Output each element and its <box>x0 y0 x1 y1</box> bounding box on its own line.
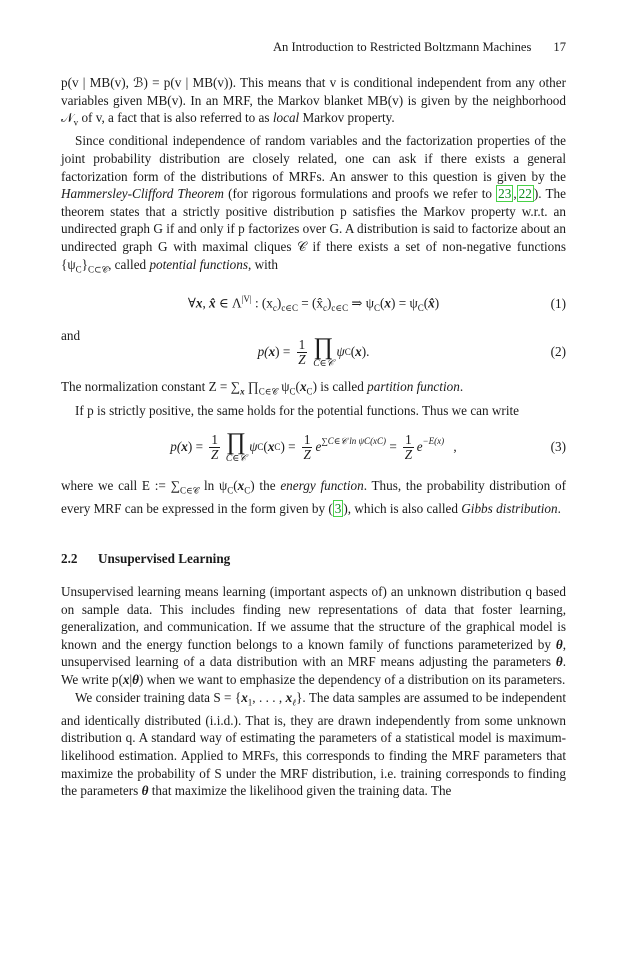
math-span: x <box>181 439 188 455</box>
fraction <box>297 338 308 367</box>
math-span: e <box>315 439 322 455</box>
math-span: e <box>416 439 423 455</box>
math-span: ∀ <box>187 295 196 311</box>
math-span: , <box>202 295 210 311</box>
text-span: x <box>122 672 130 688</box>
math-sub: c <box>323 302 328 313</box>
fraction-numerator: 1 <box>298 336 306 352</box>
text-span: , unsupervised learning of a data distribution with an MRF means adjusting the parameters <box>61 636 566 670</box>
text-sub: 1 <box>247 697 253 708</box>
header-title: An Introduction to Restricted Boltzmann Machines <box>272 40 532 54</box>
text-span: }. The data samples are assumed to be independent and identically distributed (i.i.d.). That is, they are drawn independently from some unknown distribution q. A standard way of estimating the parameters of a statistical model is maximum-likelihood estimation. Applied to MRFs, this corresponds to finding the MRF parameters that maximize the probability of S under the MRF distribution, i.e. training corresponds to finding the parameters <box>61 689 566 799</box>
fraction-numerator: 1 <box>303 431 311 447</box>
product-symbol: ∏ <box>226 428 246 455</box>
text-span: x <box>241 689 248 705</box>
text-span: ) the <box>250 478 281 494</box>
text-span: ψ <box>277 379 290 395</box>
text-span: , called <box>108 256 150 272</box>
text-span: ). The theorem states that a strictly positive distribution p satisfies the Markov property w.r.t. an undirected graph G if and only if p factorizes over G. A distribution is said to factorize about an undirected graph G with maximal cliques 𝒞 if there exists a set of non-negative functions {ψ <box>61 186 567 272</box>
fraction-denominator: Z <box>210 446 219 462</box>
equation-1-body <box>188 294 439 314</box>
paragraph-markov-blanket <box>61 74 566 132</box>
text-sub: C∈𝒞 <box>258 387 278 398</box>
text-sub: C <box>244 485 251 496</box>
text-span: (for rigorous formulations and proofs we refer to <box>223 186 497 202</box>
text-span: ) is called <box>312 379 368 395</box>
text-span: , with <box>247 256 279 272</box>
text-sub: v <box>73 117 79 128</box>
equation-3 <box>61 423 566 471</box>
math-span: ) = <box>187 439 207 455</box>
math-span: x <box>267 439 275 455</box>
text-span: We consider training data S = { <box>75 689 242 705</box>
equation-number-3: (3) <box>550 439 566 455</box>
text-span: ( <box>295 379 300 395</box>
math-span: x <box>268 344 276 360</box>
text-span: of v, a fact that is also referred to as <box>78 110 273 126</box>
math-sub: c <box>272 302 277 313</box>
text-emph: Gibbs distribution <box>461 501 558 517</box>
text-emph: potential functions <box>149 256 248 272</box>
text-sub: ℓ <box>292 697 297 708</box>
text-span: Since conditional independence of random variables and the factorization properties of the joint probability distribution are closely related, one can ask if there exists a general factorization form of the distributions of MRFs. An answer to this question is given by the <box>61 133 566 184</box>
product-operator <box>226 430 246 465</box>
text-span: x <box>237 478 245 494</box>
text-span: | <box>129 672 133 688</box>
equation-ref-link-3[interactable]: 3 <box>334 501 342 517</box>
text-emph: partition function <box>367 379 460 395</box>
product-subscript: C∈𝒞 <box>313 358 334 369</box>
math-sub: c∈C <box>281 302 298 313</box>
page-number: 17 <box>553 40 566 54</box>
equation-3-body <box>170 430 456 465</box>
fraction <box>302 433 313 462</box>
math-span: ψ <box>336 344 345 360</box>
math-span: : (x <box>251 295 273 311</box>
equation-2 <box>61 334 566 370</box>
fraction-numerator: 1 <box>211 431 218 447</box>
math-span: x̂ <box>428 295 435 311</box>
math-span: ( <box>380 295 385 311</box>
math-span: ( <box>423 295 429 311</box>
theta-symbol: θ <box>141 783 149 799</box>
text-span: ) when we want to emphasize the dependency of a distribution on its parameters. <box>139 672 566 688</box>
theta-symbol: θ <box>555 636 563 652</box>
math-span: = (x̂ <box>297 295 324 311</box>
text-span: ln ψ <box>199 478 228 494</box>
text-span: ), which is also called <box>343 501 462 517</box>
math-span: ) <box>276 295 282 311</box>
running-head <box>61 37 566 57</box>
text-span: p(v | MB(v), ℬ) = p(v | MB(v)). This means that v is conditional independent from any other variables given MB(v). In an MRF, the Markov blanket MB(v) is given by the neighborhood 𝒩 <box>61 75 566 126</box>
math-sup: ∑C∈𝒞 ln ψC(xC) <box>321 435 387 446</box>
text-span: x <box>285 689 293 705</box>
paragraph-training-data <box>61 689 566 800</box>
math-sub: C <box>417 302 424 313</box>
equation-2-body <box>258 335 370 370</box>
text-sub: C⊂𝒞 <box>87 264 109 275</box>
text-sub: C <box>289 387 296 398</box>
paragraph-partition-function <box>61 378 566 401</box>
page <box>61 37 566 800</box>
text-span: x <box>299 379 307 395</box>
equation-number-2: (2) <box>550 344 566 360</box>
math-sub: C <box>257 442 264 453</box>
and-word: and <box>61 327 81 343</box>
math-span: ). <box>361 344 370 360</box>
fraction <box>209 433 220 462</box>
text-span: Markov property. <box>299 110 395 126</box>
fraction <box>403 433 414 462</box>
text-sub: C <box>75 264 82 275</box>
text-emph: energy function <box>280 478 364 494</box>
equation-number-1: (1) <box>550 295 566 311</box>
text-emph: local <box>272 110 300 126</box>
text-emph: Hammersley-Clifford Theorem <box>61 186 224 202</box>
math-span: x <box>384 295 392 311</box>
math-sub: C <box>374 302 381 313</box>
math-sub: c∈C <box>331 302 349 313</box>
section-title: Unsupervised Learning <box>98 551 231 567</box>
text-sub: C∈𝒞 <box>179 485 200 496</box>
math-span: ) <box>434 295 440 311</box>
text-span: . We write p( <box>61 654 566 688</box>
math-span: x <box>195 295 203 311</box>
text-span: Unsupervised learning means learning (important aspects of) an unknown distribution q based on sample data. This includes finding new representations of data that foster learning, generalization, and communication. If we assume that the structure of the graphical model is known and the energy function belongs to a known family of functions parameterized by <box>61 584 566 652</box>
text-span: . Thus, the probability distribution of every MRF can be expressed in the form given by ( <box>61 478 566 517</box>
math-span: ( <box>263 439 268 455</box>
fraction-denominator: Z <box>298 351 306 367</box>
math-span: ) = <box>280 439 299 455</box>
product-operator <box>313 335 333 370</box>
math-span: ) = <box>275 344 294 360</box>
section-number: 2.2 <box>61 551 78 567</box>
text-span: ∏ <box>244 379 259 395</box>
text-span: . <box>557 501 561 517</box>
paragraph-unsupervised-learning <box>61 583 566 689</box>
text-span: where we call E := ∑ <box>61 478 180 494</box>
math-span: ( <box>350 344 356 360</box>
text-span: that maximize the likelihood given the training data. The <box>148 783 452 799</box>
citation-link-23[interactable]: 23 <box>498 186 512 202</box>
math-span: p( <box>170 439 182 455</box>
fraction-denominator: Z <box>404 446 413 462</box>
paragraph-strictly-positive: If p is strictly positive, the same holds for the potential functions. Thus we can write <box>75 402 520 418</box>
math-sub: C <box>344 347 351 358</box>
math-span: x <box>355 344 362 360</box>
text-span: , . . . , <box>252 689 286 705</box>
text-sub: x <box>240 387 245 398</box>
paragraph-energy-function <box>61 477 566 518</box>
theta-symbol: θ <box>555 654 563 670</box>
math-span: p( <box>257 344 269 360</box>
math-span: = <box>386 439 401 455</box>
text-sub: C <box>227 485 234 496</box>
text-span: . <box>459 379 464 395</box>
math-span: ψ <box>249 439 258 455</box>
math-span: x̂ <box>209 295 216 311</box>
product-symbol: ∏ <box>313 333 334 360</box>
math-sub: C <box>274 442 281 453</box>
fraction-numerator: 1 <box>405 431 412 447</box>
math-sup: |V| <box>241 293 252 304</box>
section-heading <box>61 550 566 567</box>
citation-link-22[interactable]: 22 <box>518 186 532 202</box>
paragraph-hammersley-clifford: Since conditional independence of random variables and the factorization properties of the joint probability distribution are closely related, one can ask if there exists a general factorization form of the distributions of MRFs. An answer to this question is given by the Hammersley-Clifford Theorem (for rigorous formulations and proofs we refer to 23 , 22 ). The theorem states that a strictly positive distribution p satisfies the Markov property w.r.t. an undirected graph G if and only if p factorizes over G. A distribution is said to factorize about an undirected graph G with maximal cliques 𝒞 if there exists a set of non-negative functions $\{\psi_C\}_{C\subset 𝒞}$, called potential functions, with <box>61 133 567 275</box>
math-sup: −E(x) <box>422 436 445 447</box>
theta-symbol: θ <box>132 672 140 688</box>
text-sub: C <box>306 387 313 398</box>
math-span: ) <box>327 295 332 311</box>
math-span: ⇒ ψ <box>348 295 374 311</box>
math-span: ) = ψ <box>391 295 418 311</box>
text-span: ( <box>233 478 238 494</box>
math-span: ∈ Λ <box>215 295 242 311</box>
math-span: , <box>450 439 457 455</box>
text-span: } <box>81 256 88 272</box>
equation-1 <box>61 285 566 323</box>
text-span: The normalization constant Z = ∑ <box>61 379 241 395</box>
product-subscript: C∈𝒞 <box>225 453 247 464</box>
fraction-denominator: Z <box>303 446 311 462</box>
